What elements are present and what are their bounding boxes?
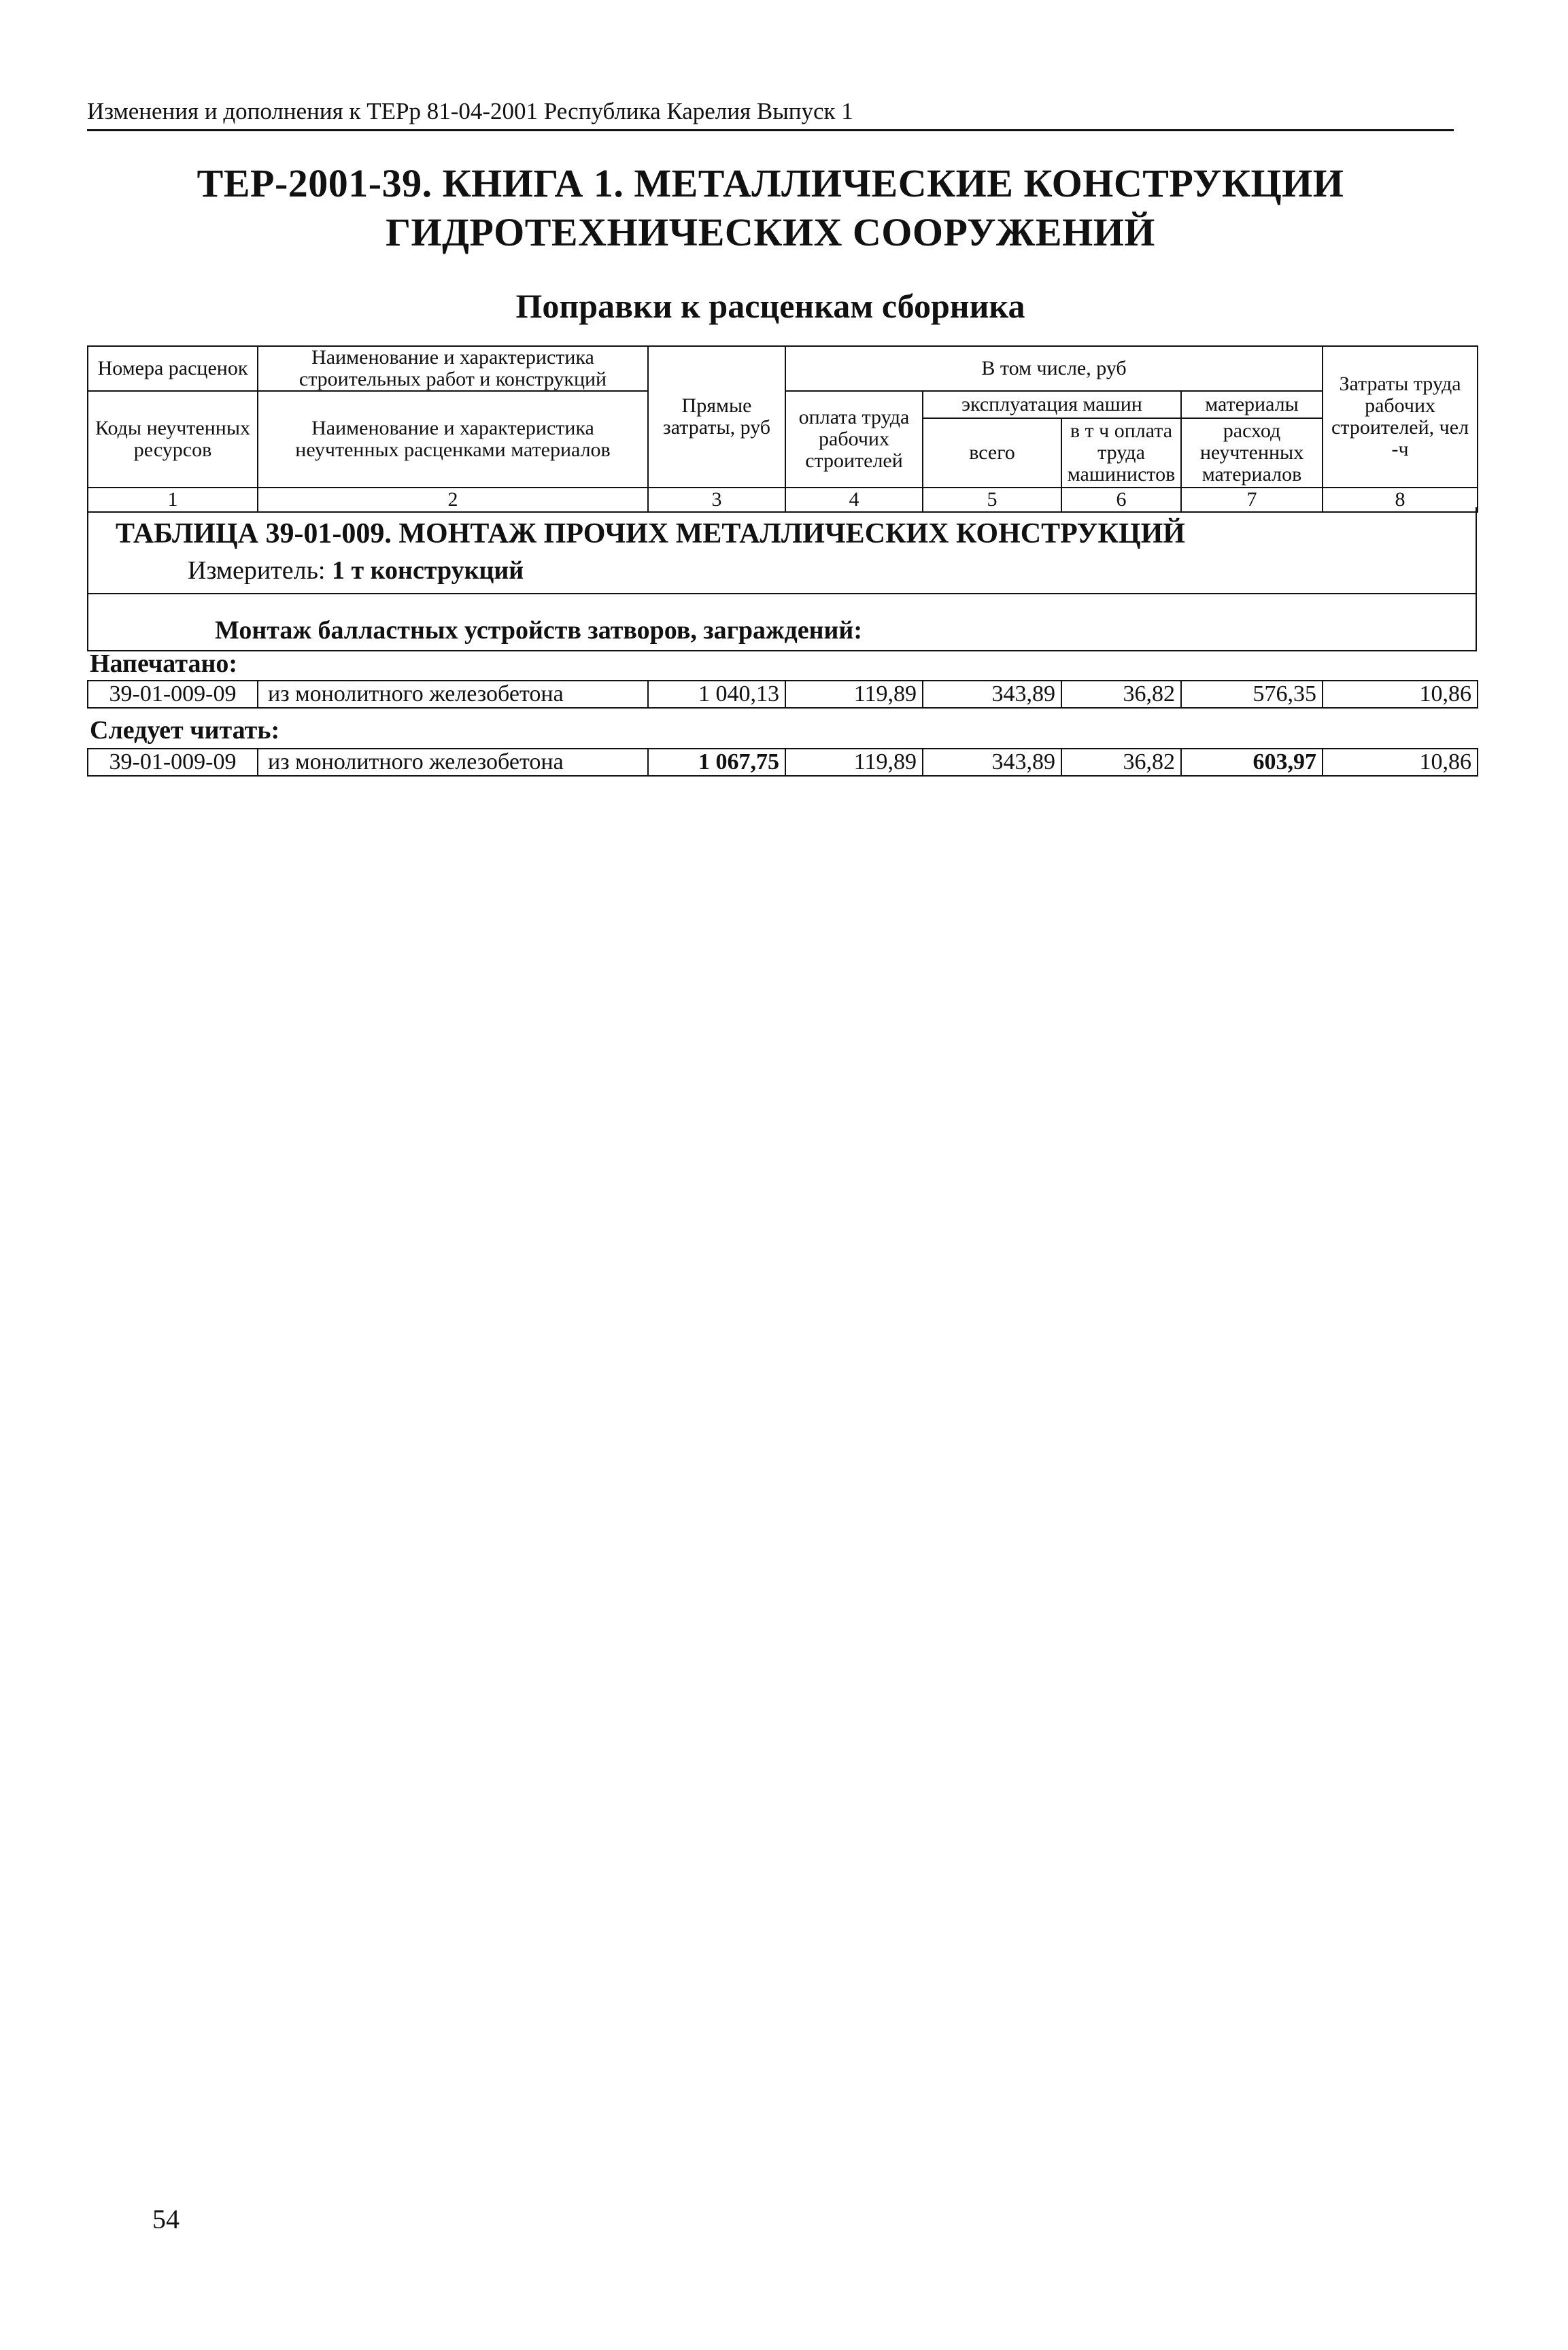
corrected-label: Следует читать:: [90, 716, 280, 745]
header-labor-pay: оплата труда рабочих строителей: [785, 391, 923, 488]
machinist-pay-value: 36,82: [1061, 681, 1181, 708]
table-row: [88, 681, 1478, 708]
header-direct-costs: Прямые затраты, руб: [648, 346, 785, 488]
labor-pay-value: 119,89: [785, 681, 923, 708]
header-machines-group: эксплуатация машин: [923, 391, 1181, 418]
document-subtitle: Поправки к расценкам сборника: [515, 287, 1025, 325]
header-machinist-pay: в т ч оплата труда машинистов: [1061, 418, 1181, 488]
column-number: 6: [1061, 488, 1181, 512]
column-number: 7: [1181, 488, 1323, 512]
measure-value: 1 т конструкций: [332, 556, 524, 585]
header-materials-group: материалы: [1181, 391, 1323, 418]
column-number: 4: [785, 488, 923, 512]
title-line-2: ГИДРОТЕХНИЧЕСКИХ СООРУЖЕНИЙ: [386, 210, 1155, 254]
direct-costs-value: 1 040,13: [648, 681, 785, 708]
header-labor-hours: Затраты труда рабочих строителей, чел -ч: [1323, 346, 1478, 488]
column-number: 1: [88, 488, 258, 512]
document-title: [87, 159, 1454, 257]
direct-costs-value: 1 067,75: [648, 749, 785, 776]
column-number: 8: [1323, 488, 1478, 512]
page-number: 54: [152, 2204, 180, 2234]
machines-total-value: 343,89: [923, 681, 1061, 708]
rate-name: из монолитного железобетона: [258, 681, 648, 708]
measure-unit: [188, 555, 524, 586]
rate-name: из монолитного железобетона: [258, 749, 648, 776]
corrected-row-table: [87, 748, 1478, 777]
header-material-name: Наименование и характеристика неучтенных расценками материалов: [258, 391, 648, 488]
labor-pay-value: 119,89: [785, 749, 923, 776]
subsection-title: Монтаж балластных устройств затворов, заграждений:: [215, 616, 862, 645]
table-section: [87, 507, 1477, 594]
header-work-name: Наименование и характеристика строительных работ и конструкций: [258, 346, 648, 391]
header-including-group: В том числе, руб: [785, 346, 1323, 391]
header-resource-codes: Коды неучтенных ресурсов: [88, 391, 258, 488]
header-materials-consumption: расход неучтенных материалов: [1181, 418, 1323, 488]
column-number: 2: [258, 488, 648, 512]
labor-hours-value: 10,86: [1323, 749, 1478, 776]
rate-code: 39-01-009-09: [88, 681, 258, 708]
table-row: [88, 749, 1478, 776]
column-number: 5: [923, 488, 1061, 512]
column-header-table: [87, 345, 1478, 513]
materials-value: 576,35: [1181, 681, 1323, 708]
column-number: 3: [648, 488, 785, 512]
machines-total-value: 343,89: [923, 749, 1061, 776]
materials-value: 603,97: [1181, 749, 1323, 776]
running-header: Изменения и дополнения к ТЕРр 81-04-2001 Республика Карелия Выпуск 1: [87, 95, 1454, 131]
header-machines-total: всего: [923, 418, 1061, 488]
measure-label: Измеритель:: [188, 556, 326, 585]
printed-label: Напечатано:: [90, 649, 237, 678]
table-title: ТАБЛИЦА 39-01-009. МОНТАЖ ПРОЧИХ МЕТАЛЛИЧЕСКИХ КОНСТРУКЦИЙ: [116, 518, 1185, 549]
subsection-box: [87, 593, 1477, 651]
rate-code: 39-01-009-09: [88, 749, 258, 776]
header-rate-numbers: Номера расценок: [88, 346, 258, 391]
machinist-pay-value: 36,82: [1061, 749, 1181, 776]
printed-row-table: [87, 680, 1478, 709]
title-line-1: ТЕР-2001-39. КНИГА 1. МЕТАЛЛИЧЕСКИЕ КОНСТРУКЦИИ: [197, 161, 1344, 205]
labor-hours-value: 10,86: [1323, 681, 1478, 708]
